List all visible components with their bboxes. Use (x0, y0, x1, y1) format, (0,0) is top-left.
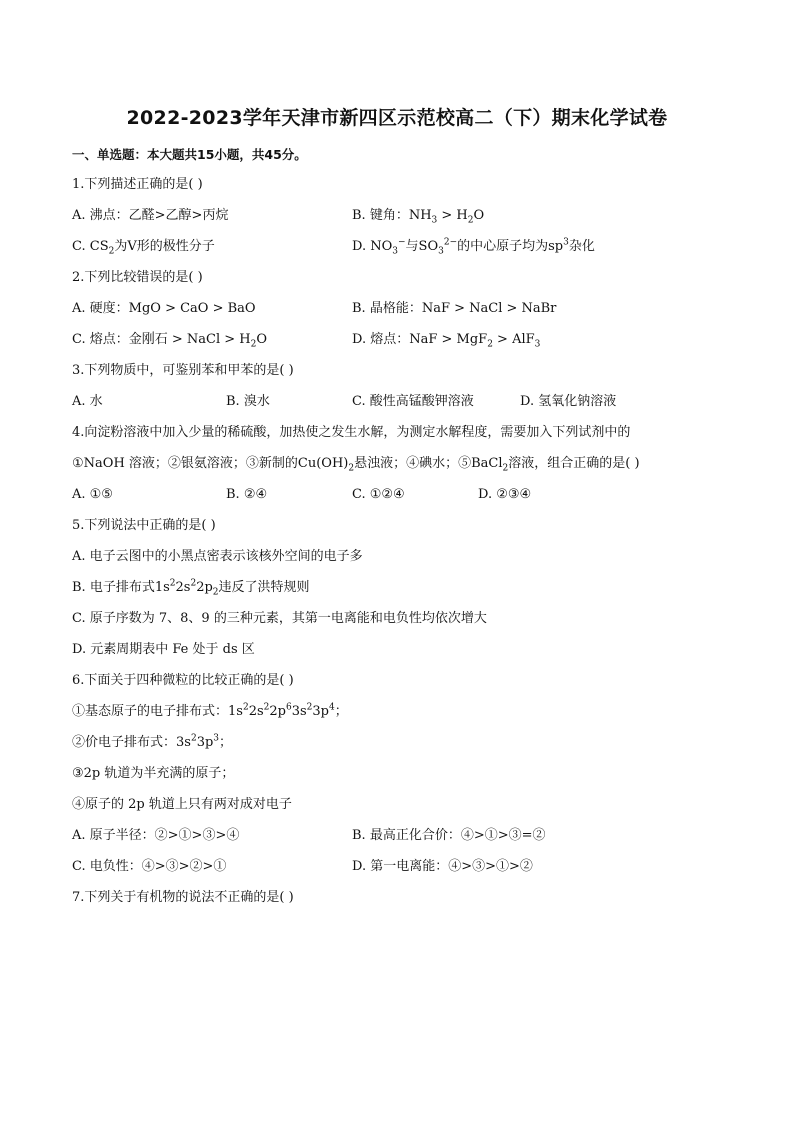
question-2-option-a: A. 硬度：MgO > CaO > BaO (72, 301, 256, 316)
question-3-option-a: A. 水 (72, 394, 103, 409)
question-6-option-c: C. 电负性：④>③>②>① (72, 859, 227, 874)
question-4-option-a: A. ①⑤ (72, 487, 113, 502)
question-3-stem: 3.下列物质中，可鉴别苯和甲苯的是( ) (72, 363, 294, 378)
question-7-stem: 7.下列关于有机物的说法不正确的是( ) (72, 890, 294, 905)
question-5-option-d: D. 元素周期表中 Fe 处于 ds 区 (72, 642, 255, 657)
question-4-option-c: C. ①②④ (352, 487, 405, 502)
question-5-option-b: B. 电子排布式$1s^22s^22p_2$违反了洪特规则 (72, 578, 310, 598)
question-2-stem: 2.下列比较错误的是( ) (72, 270, 203, 285)
question-4-stem: 4.向淀粉溶液中加入少量的稀硫酸，加热使之发生水解，为测定水解程度，需要加入下列试剂中的 (72, 425, 631, 440)
question-4-stem-line2: ①NaOH 溶液；②银氨溶液；③新制的$Cu(OH)_2$悬浊液；④碘水；⑤BaCl$_2$溶液，组合正确的是( ) (72, 456, 640, 474)
question-6-option-d: D. 第一电离能：④>③>①>② (352, 859, 533, 874)
section-heading: 一、单选题：本大题共15小题，共45分。 (72, 147, 307, 162)
question-1-option-a: A. 沸点：乙醛>乙醇>丙烷 (72, 208, 229, 223)
question-3-option-b: B. 溴水 (226, 394, 270, 409)
question-1-option-c: C. $CS_2$为V形的极性分子 (72, 239, 215, 257)
question-2-option-d: D. 熔点：NaF > MgF$_2$ > AlF$_3$ (352, 332, 541, 350)
question-6-item-1: ①基态原子的电子排布式：$1s^22s^22p^63s^23p^4$； (72, 702, 348, 719)
question-3-option-c: C. 酸性高锰酸钾溶液 (352, 394, 474, 409)
question-6-option-a: A. 原子半径：②>①>③>④ (72, 828, 240, 843)
page-title: 2022-2023学年天津市新四区示范校高二（下）期末化学试卷 (126, 107, 668, 129)
question-2-option-b: B. 晶格能：NaF > NaCl > NaBr (352, 301, 557, 316)
question-4-option-d: D. ②③④ (478, 487, 532, 502)
question-5-option-c: C. 原子序数为 7、8、9 的三种元素，其第一电离能和电负性均依次增大 (72, 611, 487, 626)
question-3-option-d: D. 氢氧化钠溶液 (520, 394, 617, 409)
question-6-item-4: ④原子的 2p 轨道上只有两对成对电子 (72, 797, 292, 812)
question-1-stem: 1.下列描述正确的是( ) (72, 177, 203, 192)
question-5-option-a: A. 电子云图中的小黑点密表示该核外空间的电子多 (72, 549, 363, 564)
question-1-option-b: B. 键角：$NH_3 > H_2O$ (352, 208, 485, 226)
question-1-option-d: D. $NO_3^-$与$SO_3^{2-}$的中心原子均为$sp^3$杂化 (352, 237, 595, 257)
question-6-item-3: ③2p 轨道为半充满的原子； (72, 766, 235, 781)
question-6-item-2: ②价电子排布式：$3s^23p^3$； (72, 733, 233, 750)
question-6-stem: 6.下面关于四种微粒的比较正确的是( ) (72, 673, 294, 688)
question-5-stem: 5.下列说法中正确的是( ) (72, 518, 216, 533)
question-4-option-b: B. ②④ (226, 487, 268, 502)
question-2-option-c: C. 熔点：金刚石 > NaCl > $H_2O$ (72, 332, 268, 350)
question-6-option-b: B. 最高正化合价：④>①>③=② (352, 828, 546, 843)
